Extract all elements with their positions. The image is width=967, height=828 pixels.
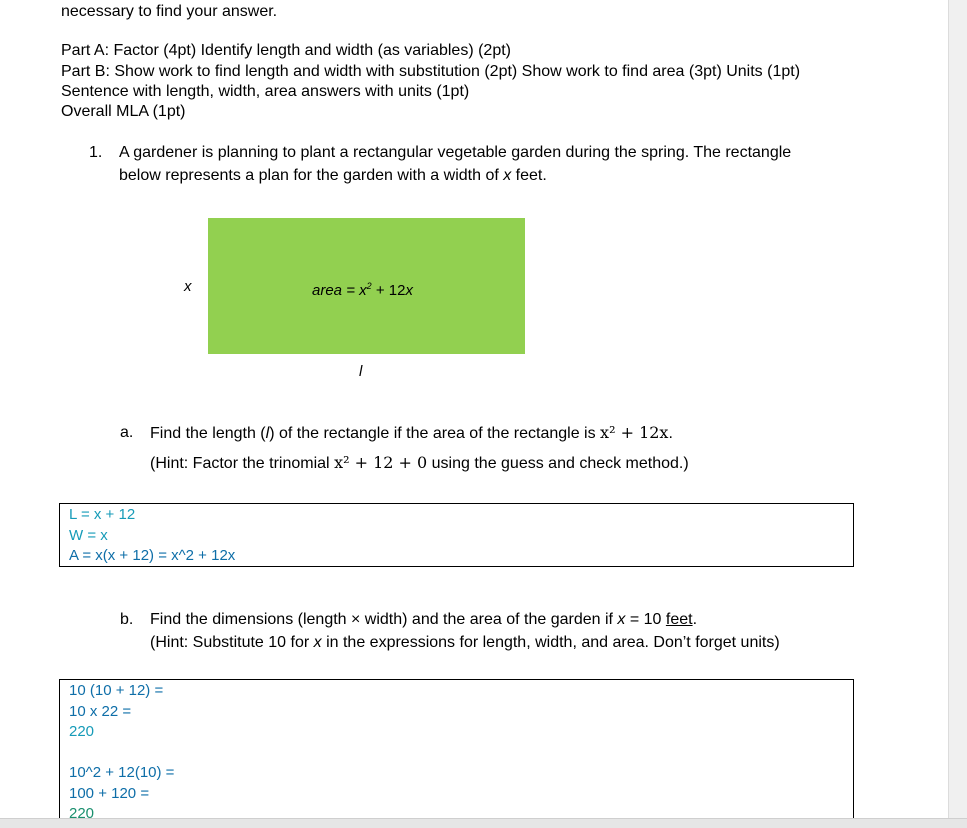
- rubric-line-2: Part B: Show work to find length and width with substitution (2pt) Show work to find area (3pt) Units (1pt): [61, 63, 801, 80]
- answer-b-line: 220: [69, 805, 95, 818]
- answer-b-line: 10 (10 + 12) =: [69, 682, 164, 699]
- width-side-label: x: [184, 278, 192, 295]
- area-label: area = $x^2 + 12x$: [312, 281, 413, 299]
- answer-a-line: W = x: [69, 526, 108, 544]
- vertical-scrollbar[interactable]: [948, 0, 967, 818]
- answer-a-line: A = x(x + 12) = x^2 + 12x: [69, 547, 236, 564]
- part-a-question: Find the length (l) of the rectangle if the area of the rectangle is x² + 12x.: [150, 423, 673, 442]
- rubric-line-1: Part A: Factor (4pt) Identify length and width (as variables) (2pt): [61, 42, 511, 59]
- answer-a-line: L = x + 12: [69, 506, 136, 523]
- answer-b-line: [69, 743, 853, 764]
- answer-box-a[interactable]: [59, 503, 854, 567]
- part-a-letter: a.: [120, 424, 134, 441]
- question-line-2: below represents a plan for the garden with a width of x feet.: [119, 167, 547, 184]
- answer-b-line: 100 + 120 =: [69, 784, 150, 802]
- question-number: 1.: [89, 144, 103, 161]
- answer-box-b[interactable]: [59, 679, 854, 818]
- part-a-hint: (Hint: Factor the trinomial x² + 12 + 0 using the guess and check method.): [150, 453, 689, 472]
- answer-b-line: 220: [69, 723, 95, 740]
- part-b-hint: (Hint: Substitute 10 for x in the expressions for length, width, and area. Don’t forget units): [150, 634, 780, 651]
- rubric-line-3: Sentence with length, width, area answers with units (1pt): [61, 83, 470, 100]
- answer-b-line: 10^2 + 12(10) =: [69, 764, 175, 781]
- length-side-label: l: [359, 363, 363, 380]
- rubric-line-4: Overall MLA (1pt): [61, 103, 186, 120]
- answer-b-line: 10 x 22 =: [69, 702, 132, 720]
- question-line-1: A gardener is planning to plant a rectangular vegetable garden during the spring. The rectangle: [119, 144, 792, 161]
- part-b-question: Find the dimensions (length × width) and the area of the garden if x = 10 feet.: [150, 611, 698, 628]
- part-b-letter: b.: [120, 611, 134, 628]
- intro-fragment: necessary to find your answer.: [61, 3, 278, 20]
